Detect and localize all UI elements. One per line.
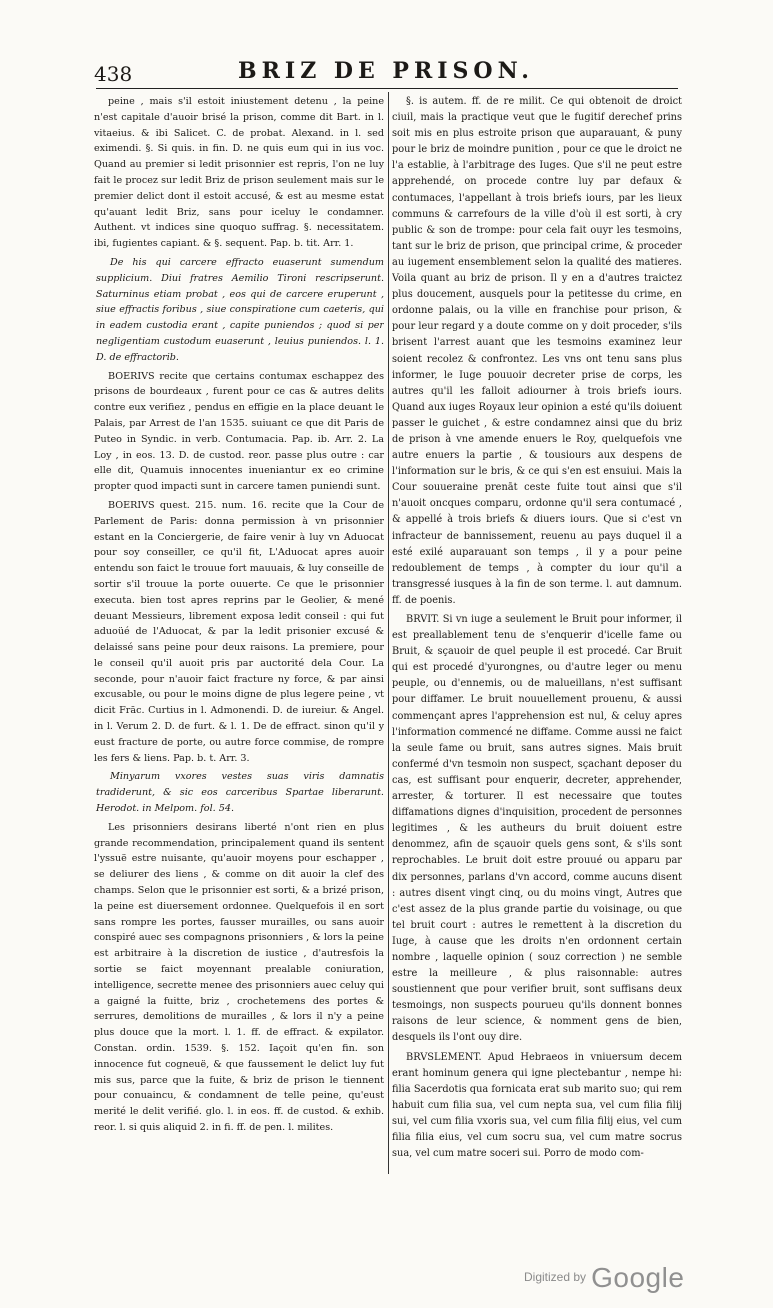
watermark-prefix: Digitized by xyxy=(524,1270,587,1284)
paragraph: Les prisonniers desirans liberté n'ont rien en plus grande recommendation, principalement quand ils sentent l'yssuë estre nuisante, qu'auoir moyens pour eschapper , se deliurer des liens , & comme on dit auoir la clef des champs. Selon que le prisonnier est sorti, & a brizé prison, la peine est diuersement ordonnee. Quelquefois il en sort sans rompre les portes, fausser murailles, ou sans auoir conspiré auec ses compagnons prisonniers , & lors la peine est arbitraire à la discretion de iustice , d'autresfois la sortie se faict moyennant prealable coniuration, intelligence, secrette menee des prisonniers auec celuy qui a gaigné la fuitte, briz , crochetemens des portes & serrures, demolitions de murailles , & lors il n'y a peine plus douce que la mort. l. 1. ff. de effract. & expilator. Constan. ordin. 1539. §. 152. Iaçoit qu'en fin. son innocence fut cogneuë, & que faussement le delict luy fut mis sus, parce que la fuite, & briz de prison le tiennent pour conuaincu, & condamnent de telle peine, qu'eust merité le delit verifié. glo. l. in eos. ff. de custod. & exhib. reor. l. si quis aliquid 2. in fi. ff. de pen. l. milites. xyxy=(94,821,384,1133)
running-title: BRIZ DE PRISON. xyxy=(238,58,534,84)
google-logo: Google xyxy=(591,1262,685,1293)
paragraph: peine , mais s'il estoit iniustement detenu , la peine n'est capitale d'auoir brisé la prison, comme dit Bart. in l. vitaeius. & ibi Salicet. C. de probat. Alexand. in l. sed eximendi. §. Si quis. in fin. D. ne quis eum qui in ius voc. Quand au premier si ledit prisonnier est repris, l'on ne luy fait le procez sur ledit Briz de prison seulement mais sur le premier delict dont il estoit accusé, & est au mesme estat qu'auant ledit Briz, sans pour iceluy le condamner. Authent. vt indices sine quoquo suffrag. §. necessitatem. ibi, fugientes capiant. & §. sequent. Pap. b. tit. Arr. 1. xyxy=(94,96,384,250)
paragraph: BRVIT. Si vn iuge a seulement le Bruit pour informer, il est preallablement tenu de s'enquerir d'icelle fame ou Bruit, & sçauoir de quel peuple il est procedé. Car Bruit qui est procedé d'yurongnes, ou d'autre leger ou menu peuple, ou d'ennemis, ou de malueillans, n'est suffisant pour diffamer. Le bruit nouuellement prouenu, & aussi commençant apres l'apprehension est nul, & celuy apres l'information commencé ne diffame. Comme aussi ne faict la seule fame ou bruit, sans autres signes. Mais bruit confermé d'vn tesmoin non suspect, sçachant deposer du cas, est suffisant pour enquerir, decreter, apprehender, arrester, & torturer. Il est necessaire que toutes diffamations dignes d'inquisition, procedent de personnes legitimes , & les autheurs du bruit doiuent estre denommez, afin de sçauoir quels gens sont, & s'ils sont reprochables. Le bruit doit estre prouué ou apparu par dix personnes, parlans d'vn accord, comme aucuns disent : autres disent vingt cinq, ou du moins vingt, Autres que c'est assez de la plus grande partie du voisinage, ou que tel bruit court : autres le remettent à la discretion du Iuge, à cause que les droits n'en ordonnent certain nombre , laquelle opinion ( souz correction ) ne semble estre la meilleure , & plus raisonnable: autres soustiennent que pour verifier bruit, sont suffisans deux tesmoings, non suspects pourueu qu'ils donnent bonnes raisons de leur science, & nomment gens de bien, desquels ils l'ont ouy dire. xyxy=(392,614,682,1044)
paragraph: BRVSLEMENT. Apud Hebraeos in vniuersum decem erant hominum genera qui igne plectebantur , nempe hi: filia Sacerdotis qua fornicata erat sub marito suo; qui rem habuit cum filia sua, vel cum nepta sua, vel cum filia filij sui, vel cum filia vxoris sua, vel cum filia filij eius, vel cum filia filia eius, vel cum socru sua, vel cum matre socrus sua, vel cum matre soceri sui. Porro de modo com- xyxy=(392,1051,682,1160)
paragraph: §. is autem. ff. de re milit. Ce qui obtenoit de droict ciuil, mais la practique veut que le fugitif derechef prins soit mis en plus estroite prison que auparauant, & puny pour le briz de moindre punition , pour ce que le droict ne l'a establie, à l'arbitrage des Iuges. Que s'il ne peut estre apprehendé, on procede contre luy par defaux & contumaces, l'appellant à trois briefs iours, par les lieux communs & carrefours de la ville d'où il est sorti, à cry public & son de trompe: pour cela fait ouyr les tesmoins, tant sur le briz de prison, que principal crime, & proceder au iugement ensemblement selon la qualité des matieres. Voila quant au briz de prison. Il y en a d'autres traictez plus doucement, ausquels pour la petitesse du crime, en ordonne palais, ou la ville en franchise pour prison, & pour leur regard y a doute comme on y doit proceder, s'ils brisent l'arrest auant que les tesmoins examinez leur soient recolez & confrontez. Les vns ont tenu sans plus informer, le Iuge pouuoir decreter prise de corps, les autres qu'il les falloit adiourner à trois briefs iours. Quand aux iuges Royaux leur opinion a esté qu'ils doiuent passer le guichet , & estre condamnez ainsi que du briz de prison à vne amende enuers le Roy, quelquefois vne autre enuers la partie , & tousiours aux despens de l'information sur le bris, & ce qui s'en est ensuiui. Mais la Cour souueraine prenāt ceste fuite tout ainsi que s'il n'auoit oncques comparu, ordonne qu'il sera contumacé , & appellé à trois briefs & diuers iours. Que si c'est vn infracteur de bannissement, reuenu au pays duquel il a esté exilé auparauant son temps , il y a pour peine redoublement de temps , à compter du iour qu'il a transgressé iusques à la fin de son terme. l. aut damnum. ff. de poenis. xyxy=(392,96,682,606)
paragraph: BOERIVS recite que certains contumax eschappez des prisons de bourdeaux , furent pour ce cas & autres delits contre eux verifiez , pendus en effigie en la place deuant le Palais, par Arrest de l'an 1535. suiuant ce que dit Paris de Puteo in Syndic. in verb. Contumacia. Pap. ib. Arr. 2. La Loy , in eos. 13. D. de custod. reor. passe plus outre : car elle dit, Quamuis innocentes inueniantur ex eo crimine propter quod impacti sunt in carcere tamen puniendi sunt. xyxy=(94,370,384,493)
left-column xyxy=(94,94,384,1174)
paragraph: Minyarum vxores vestes suas viris damnatis tradiderunt, & sic eos carceribus Spartae liberarunt. Herodot. in Melpom. fol. 54. xyxy=(96,771,384,815)
column-divider xyxy=(388,92,389,1174)
right-column xyxy=(392,94,682,1174)
paragraph: De his qui carcere effracto euaserunt sumendum supplicium. Diui fratres Aemilio Tironi rescripserunt. Saturninus etiam probat , eos qui de carcere eruperunt , siue effractis foribus , siue conspiratione cum caeteris, qui in eadem custodia erant , capite puniendos ; quod si per negligentiam custodum euaserunt , leuius puniendos. l. 1. D. de effractorib. xyxy=(96,256,384,363)
digitized-watermark xyxy=(524,1262,684,1294)
page-number: 438 xyxy=(94,62,133,86)
running-header xyxy=(94,58,678,88)
paragraph: BOERIVS quest. 215. num. 16. recite que la Cour de Parlement de Paris: donna permission à vn prisonnier estant en la Conciergerie, de faire venir à luy vn Aduocat pour soy conseiller, ce qu'il fit, L'Aduocat apres auoir entendu son faict le trouue fort mauuais, & luy conseille de sortir s'il trouue la porte ouuerte. Ce que le prisonnier executa. bien tost apres reprins par le Geolier, & mené deuant Messieurs, librement exposa ledit conseil : qui fut aduoüé de l'Aduocat, & par la ledit prisonier excusé & delaissé sans peine pour deux raisons. La premiere, pour le conseil qu'il auoit pris par auctorité dela Cour. La seconde, pour n'auoir faict fracture ny force, & par ainsi excusable, ou pour le moins digne de plus legere peine , vt dicit Frāc. Curtius in l. Admonendi. D. de iureiur. & Angel. in l. Verum 2. D. de furt. & l. 1. De de effract. sinon qu'il y eust fracture de porte, ou autre force commise, de rompre les fers & liens. Pap. b. t. Arr. 3. xyxy=(94,499,384,764)
header-rule xyxy=(96,88,678,89)
